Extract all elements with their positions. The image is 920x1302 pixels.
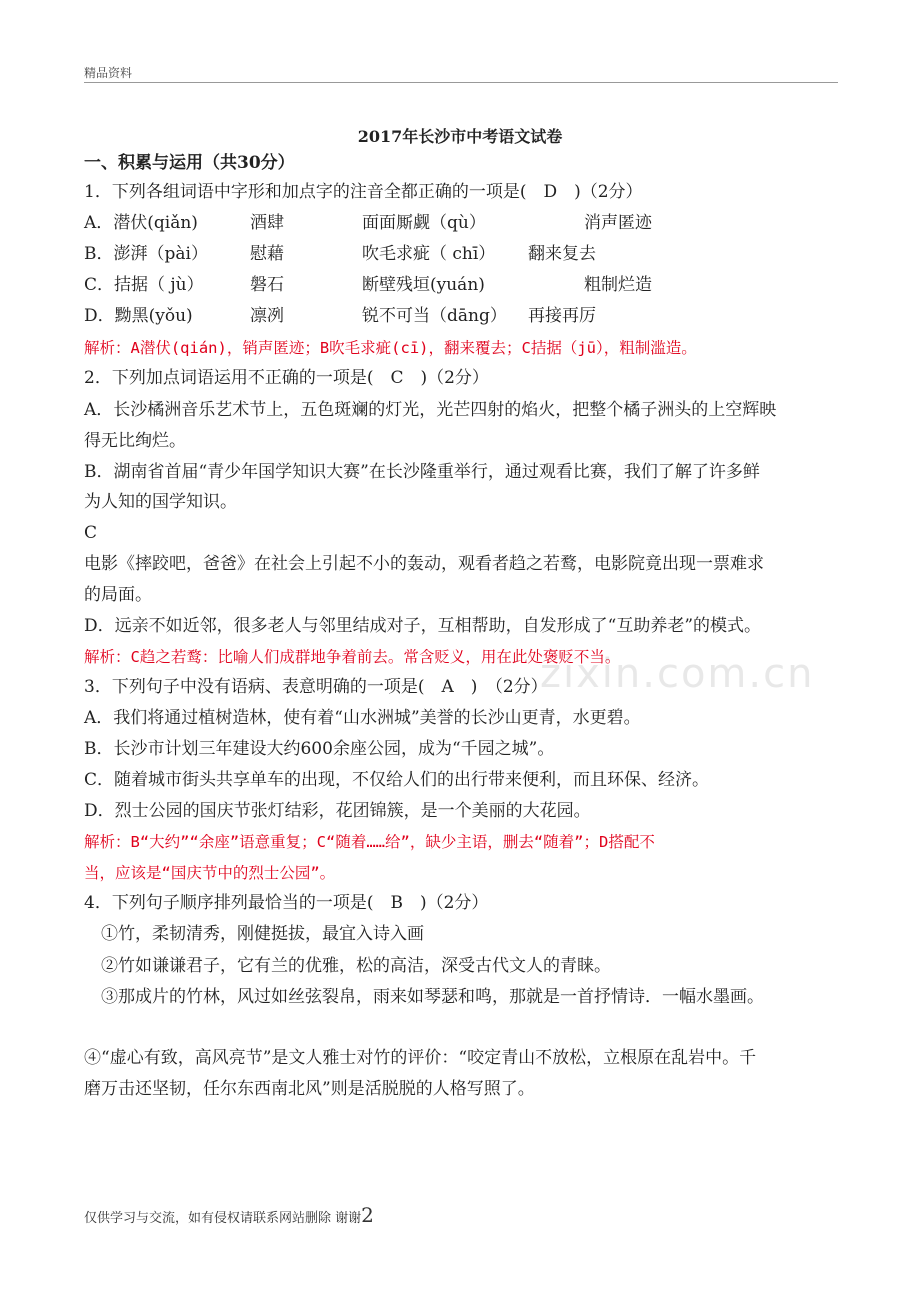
q3-option-c: C．随着城市街头共享单车的出现，不仅给人们的出行带来便利，而且环保、经济。: [84, 770, 710, 790]
q1-a-c2: 酒肆: [250, 213, 284, 233]
q1-c-c1: C．拮据（ jù）: [84, 275, 204, 295]
q3-analysis-line2: 当，应该是“国庆节中的烈士公园”。: [84, 864, 336, 882]
q1-d-c1: D．黝黑(yǒu): [84, 306, 193, 326]
q1-b-c4: 翻来复去: [528, 244, 596, 264]
footer-text: 仅供学习与交流，如有侵权请联系网站删除 谢谢: [84, 1211, 362, 1226]
q1-d-c4: 再接再厉: [528, 306, 596, 326]
q4-sentence-4-line1: ④“虚心有致，高风亮节”是文人雅士对竹的评价：“咬定青山不放松，立根原在乱岩中。千: [84, 1048, 757, 1068]
q1-c-c2: 磐石: [250, 275, 284, 295]
q2-option-c-line1: 电影《摔跤吧，爸爸》在社会上引起不小的轰动，观看者趋之若鹜，电影院竟出现一票难求: [84, 554, 764, 574]
q1-a-c3: 面面厮觑（qù）: [362, 213, 486, 233]
page-number: 2: [361, 1203, 374, 1227]
q4-stem: 4．下列句子顺序排列最恰当的一项是( B )（2分）: [84, 893, 489, 913]
q2-option-b-line2: 为人知的国学知识。: [84, 492, 237, 512]
q4-sentence-4-line2: 磨万击还坚韧，任尔东西南北风”则是活脱脱的人格写照了。: [84, 1079, 535, 1099]
q3-option-d: D．烈士公园的国庆节张灯结彩，花团锦簇，是一个美丽的大花园。: [84, 801, 591, 821]
q1-d-c3: 锐不可当（dāng）: [362, 306, 507, 326]
q4-sentence-1: ①竹，柔韧清秀，刚健挺拔，最宜入诗入画: [101, 924, 424, 944]
page-title: 2017年长沙市中考语文试卷: [357, 127, 563, 146]
q4-sentence-3: ③那成片的竹林，风过如丝弦裂帛，雨来如琴瑟和鸣，那就是一首抒情诗．一幅水墨画。: [101, 987, 764, 1007]
q3-option-a: A．我们将通过植树造林，使有着“山水洲城”美誉的长沙山更青，水更碧。: [84, 708, 641, 728]
header-label: 精品资料: [84, 66, 133, 80]
q4-sentence-2: ②竹如谦谦君子，它有兰的优雅，松的高洁，深受古代文人的青睐。: [101, 956, 611, 976]
q1-d-c2: 凛冽: [250, 306, 284, 326]
q1-b-c3: 吹毛求疵（ chī）: [362, 244, 496, 264]
q2-option-b-line1: B．湖南省首届“青少年国学知识大赛”在长沙隆重举行，通过观看比赛，我们了解了许多鲜: [84, 462, 760, 482]
q1-b-c1: B．澎湃（pài）: [84, 244, 208, 264]
q1-stem: 1．下列各组词语中字形和加点字的注音全都正确的一项是( D )（2分）: [84, 182, 643, 202]
q1-analysis: 解析：A潜伏(qián)，销声匿迹；B吹毛求疵(cī)，翻来覆去；C拮据（jū），粗制滥造。: [84, 339, 697, 357]
q1-a-c4: 消声匿迹: [584, 213, 652, 233]
footer: [84, 1203, 374, 1227]
q2-option-a-line1: A．长沙橘洲音乐艺术节上，五色斑斓的灯光，光芒四射的焰火，把整个橘子洲头的上空辉映: [84, 400, 777, 420]
watermark: zixin.com.cn: [540, 651, 815, 697]
q3-analysis-line1: 解析：B“大约”“余座”语意重复；C“随着……给”，缺少主语，删去“随着”；D搭配不: [84, 833, 655, 851]
q2-stem: 2．下列加点词语运用不正确的一项是( C )（2分）: [84, 368, 489, 388]
q2-option-a-line2: 得无比绚烂。: [84, 431, 186, 451]
section-heading: 一、积累与运用（共30分）: [84, 153, 295, 173]
q1-c-c4: 粗制烂造: [584, 275, 652, 295]
q3-stem: 3．下列句子中没有语病、表意明确的一项是( A ) （2分）: [84, 677, 548, 697]
header-divider: [84, 82, 838, 83]
q2-option-c-line2: 的局面。: [84, 585, 152, 605]
q1-c-c3: 断壁残垣(yuán): [362, 275, 485, 295]
q2-analysis: 解析：C趋之若鹜：比喻人们成群地争着前去。常含贬义，用在此处褒贬不当。: [84, 648, 621, 666]
q1-a-c1: A．潜伏(qiǎn): [84, 213, 198, 233]
q1-b-c2: 慰藉: [250, 244, 284, 264]
q2-option-d: D．远亲不如近邻，很多老人与邻里结成对子，互相帮助，自发形成了“互助养老”的模式。: [84, 616, 762, 636]
q3-option-b: B．长沙市计划三年建设大约600余座公园，成为“千园之城”。: [84, 739, 555, 759]
q2-option-c-label: C: [84, 523, 98, 543]
